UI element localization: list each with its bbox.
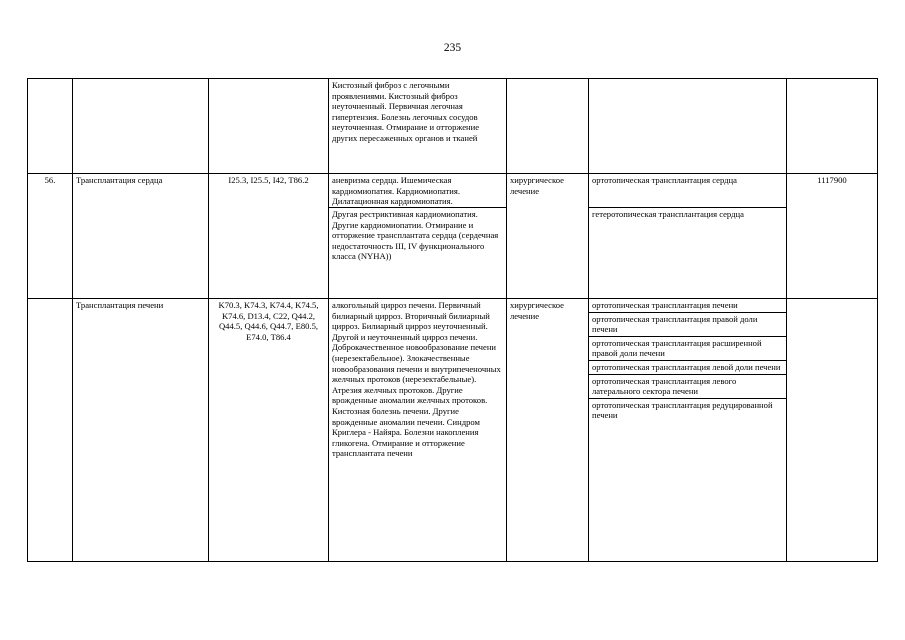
diagnosis-cell: алкогольный цирроз печени. Первичный билиарный цирроз. Вторичный билиарный цирроз. Билиарный цирроз неуточненный. Другой и неуточненный цирроз печени. Доброкачественное новообразование печени (нерезектабельное). Злокачественные новообразования печени и внутрипеченочных желчных протоков (нерезектабельные). Атрезия желчных протоков. Другие врожденные аномалии желчных протоков. Кистозная болезнь печени. Другие врожденные аномалии печени. Синдром Криглера - Найяра. Болезни накопления гликогена. Отмирание и отторжение трансплантата печени [329, 299, 507, 562]
cell-method-empty [589, 79, 787, 174]
method-cell [589, 299, 787, 562]
cell-cost-empty [787, 79, 878, 174]
cell-codes-empty [209, 79, 329, 174]
cell-treatment-empty [507, 79, 589, 174]
icd-codes: I25.3, I25.5, I42, T86.2 [209, 174, 329, 299]
method-item: ортотопическая трансплантация левого латерального сектора печени [589, 375, 786, 399]
cell-diagnosis: Кистозный фиброз с легочными проявлениями. Кистозный фиброз неуточненный. Первичная легочная гипертензия. Болезнь легочных сосудов неуточненная. Отмирание и отторжение других пересаженных органов и тканей [329, 79, 507, 174]
method-item: ортотопическая трансплантация расширенной правой доли печени [589, 337, 786, 361]
diagnosis-part: Другая рестриктивная кардиомиопатия. Другие кардиомиопатии. Отмирание и отторжение трансплантата сердца (сердечная недостаточность III, IV функционального класса (NYHA)) [332, 209, 499, 262]
method-item: гетеротопическая трансплантация сердца [592, 209, 744, 219]
method-item: ортотопическая трансплантация редуцированной печени [592, 399, 773, 421]
table-row-liver-transplant [28, 299, 878, 562]
method-item: ортотопическая трансплантация левой доли печени [589, 361, 786, 375]
method-cell [589, 174, 787, 299]
diagnosis-cell [329, 174, 507, 299]
procedure-name: Трансплантация печени [73, 299, 209, 562]
cost-value: 1117900 [787, 174, 878, 299]
page-number: 235 [443, 42, 462, 54]
table-row-continuation [28, 79, 878, 174]
table-row-heart-transplant [28, 174, 878, 299]
medical-procedures-table [27, 78, 878, 562]
method-item: ортотопическая трансплантация сердца [589, 174, 786, 208]
icd-codes: K70.3, K74.3, K74.4, K74.5, K74.6, D13.4, C22, Q44.2, Q44.5, Q44.6, Q44.7, E80.5, E74.0, T86.4 [209, 299, 329, 562]
cell-num-empty [28, 79, 73, 174]
cost-empty [787, 299, 878, 562]
diagnosis-part: аневризма сердца. Ишемическая кардиомиопатия. Кардиомиопатия. Дилатационная кардиомиопатия. [329, 174, 506, 208]
cell-name-empty [73, 79, 209, 174]
procedure-name: Трансплантация сердца [73, 174, 209, 299]
row-number: 56. [28, 174, 73, 299]
treatment-type: хирургическое лечение [507, 174, 589, 299]
method-item: ортотопическая трансплантация печени [589, 299, 786, 313]
method-item: ортотопическая трансплантация правой доли печени [589, 313, 786, 337]
row-number-empty [28, 299, 73, 562]
treatment-type: хирургическое лечение [507, 299, 589, 562]
